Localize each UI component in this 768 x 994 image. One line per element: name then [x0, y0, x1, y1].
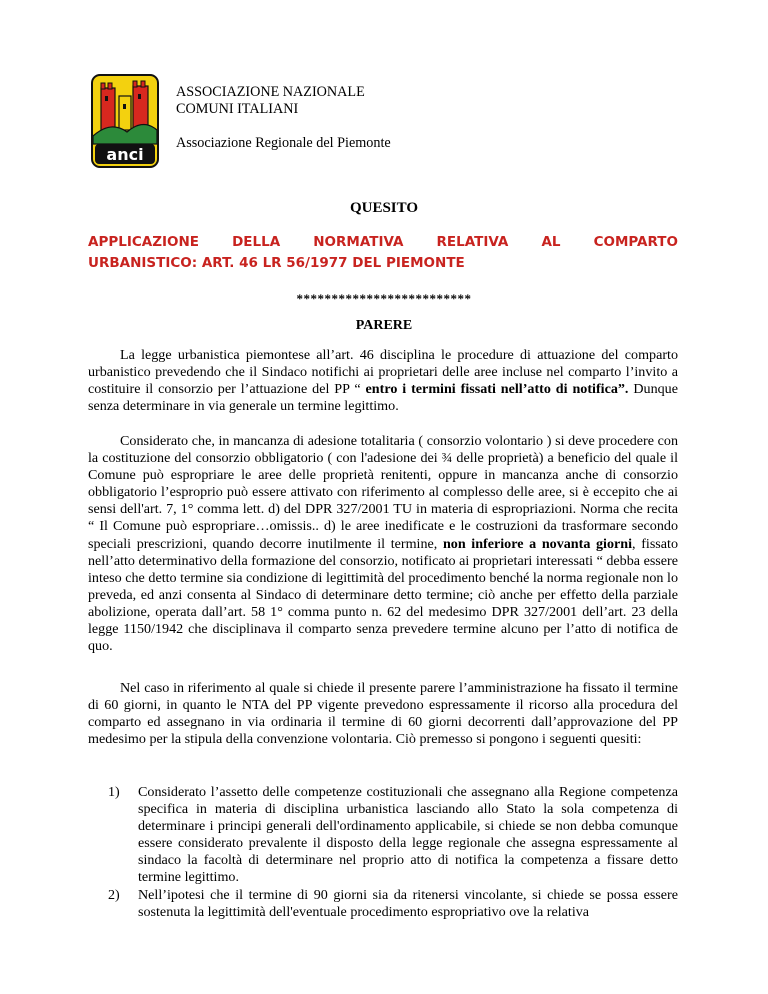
- list-number: 2): [108, 886, 120, 903]
- p3-text: Nel caso in riferimento al quale si chiede il presente parere l’amministrazione ha fissato il termine di 60 giorni, in quanto le NTA del PP vigente prevedono espressamente il ricorso alla procedura del comparto ed assegnano in via ordinaria il termine di 60 giorni decorrenti dall’approvazione del PP medesimo per la stipula della convenzione volontaria. Ciò premesso si pongono i seguenti quesiti:: [88, 680, 678, 748]
- subject-line1: [88, 232, 678, 253]
- p2-bold: non inferiore a novanta giorni: [442, 535, 633, 552]
- subject-word: COMPARTO: [593, 234, 678, 250]
- p1-text-b: Dunque senza determinare in via generale un termine legittimo.: [88, 381, 678, 415]
- paragraph-2: [88, 433, 678, 655]
- paragraph-1: [88, 347, 678, 415]
- document-title: QUESITO: [349, 200, 419, 216]
- anci-logo: [91, 74, 159, 168]
- list-text: Nell’ipotesi che il termine di 90 giorni sia da ritenersi vincolante, si chiede se possa essere sostenuta la legittimità dell'eventuale procedimento espropriativo ove la relativa: [138, 886, 678, 920]
- subject-word: RELATIVA: [436, 234, 509, 250]
- subject-word: AL: [541, 234, 561, 250]
- subject-word: DELLA: [232, 234, 281, 250]
- list-item: [108, 784, 678, 887]
- org-name-line1: ASSOCIAZIONE NAZIONALE: [176, 84, 365, 100]
- p1-bold: entro i termini fissati nell’atto di notifica”.: [365, 381, 629, 398]
- regional-association: Associazione Regionale del Piemonte: [176, 135, 391, 151]
- subject-word: NORMATIVA: [313, 234, 404, 250]
- questions-list: [108, 784, 678, 921]
- p2-text-b: , fissato nell’atto determinativo della formazione del consorzio, notificato ai proprietari interessati “ debba essere inteso che detto termine sia condizione di legittimità del procedimento benché la norma regionale non lo preveda, ed anzi consenta al Sindaco di determinare detto termine; ciò anche per effetto della parziale abolizione, operata dall’art. 58 1° comma punto n. 62 del medesimo DPR 327/2001 dell’art. 23 della legge 1150/1942 che disciplinava il comparto senza prevedere termine alcuno per l’atto di notifica de quo.: [88, 535, 679, 655]
- section-heading: PARERE: [355, 318, 413, 333]
- p1-text-a: La legge urbanistica piemontese all’art. 46 disciplina le procedure di attuazione del comparto urbanistico prevedendo che il Sindaco notifichi ai proprietari delle aree incluse nel comparto l’invito a costituire il consorzio per l’attuazione del PP “: [88, 347, 678, 398]
- paragraph-3: [88, 680, 678, 748]
- subject-heading: [88, 232, 678, 274]
- logo-text: anci: [106, 145, 144, 164]
- list-text: Considerato l’assetto delle competenze costituzionali che assegnano alla Regione competenza specifica in materia di disciplina urbanistica lasciando allo Stato la sola competenza di determinare i principi generali dell'ordinamento applicabile, si chiede se non debba comunque essere considerato prevalente il disposto della legge regionale che assegna espressamente al sindaco la facoltà di determinare nel proprio atto di notifica la competenza a fissare detto termine legittimo.: [138, 784, 678, 886]
- list-item: [108, 887, 678, 921]
- p2-text-a: Considerato che, in mancanza di adesione totalitaria ( consorzio volontario ) si deve procedere con la costituzione del consorzio obbligatorio ( con l'adesione dei ¾ delle proprietà) a beneficio del quale il Comune può espropriare le aree delle proprietà renitenti, oppure in mancanza anche di consorzio obbligatorio l’esproprio può essere attivato con riferimento al complesso delle aree, si è eccepito che ai sensi dell'art. 7, 1° comma lett. d) del DPR 327/2001 TU in materia di espropriazioni. Norma che recita “ Il Comune può espropriare…omissis.. d) le aree inedificate e le costruzioni da trasformare secondo speciali prescrizioni, quando decorre inutilmente il termine,: [88, 433, 678, 552]
- association-header: [176, 84, 391, 151]
- org-name-line2: COMUNI ITALIANI: [176, 101, 299, 117]
- subject-line2: URBANISTICO: ART. 46 LR 56/1977 DEL PIEMONTE: [88, 255, 465, 271]
- list-number: 1): [108, 784, 120, 800]
- separator: *************************: [296, 291, 472, 306]
- subject-word: APPLICAZIONE: [88, 234, 200, 250]
